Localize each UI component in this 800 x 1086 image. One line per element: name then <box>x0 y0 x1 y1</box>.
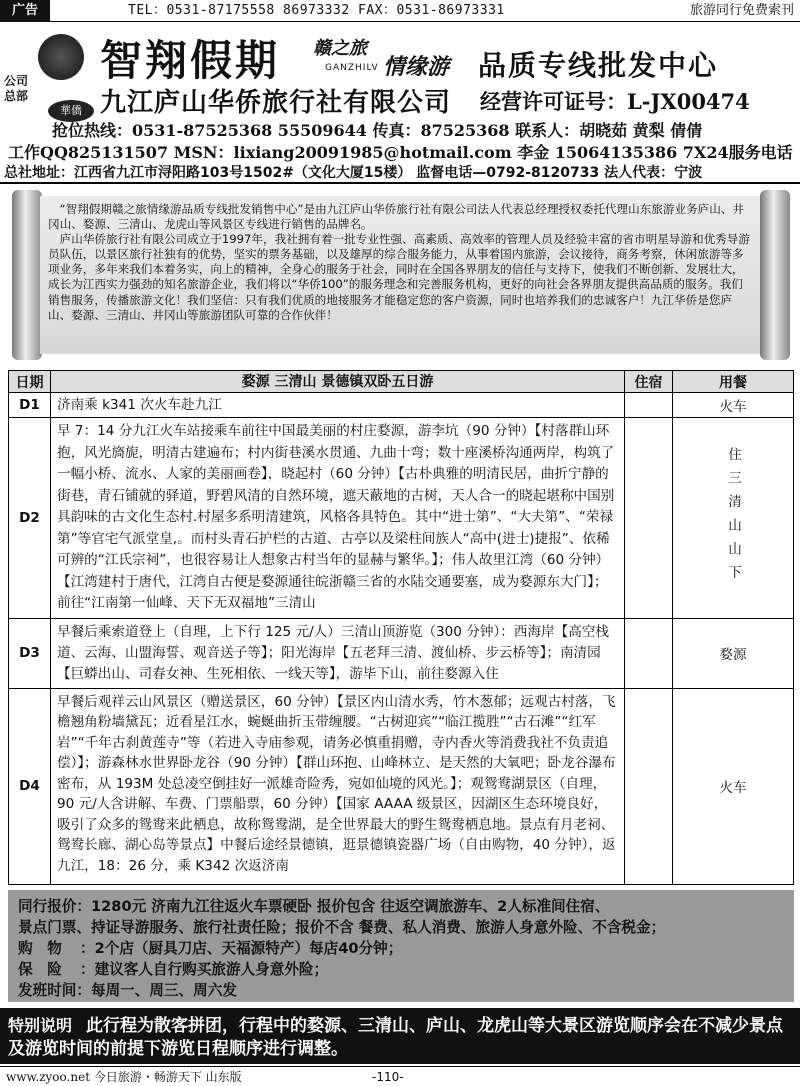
intro-paragraph: “智翔假期赣之旅情缘游品质专线批发销售中心”是由九江庐山华侨旅行社有限公司法人代表总经理授权委托代理山东旅游业务庐山、井冈山、婺源、三清山、龙虎山等风景区专线进行销售的品牌名。 <box>48 202 745 232</box>
ganzhilv-logo <box>305 28 465 84</box>
brand-title: 智翔假期 <box>100 36 281 85</box>
ganzhilv-text: 赣之旅 <box>313 38 367 59</box>
qingyuanyou-text: 情缘游 <box>383 55 450 80</box>
price-label: 同行报价： <box>18 898 91 915</box>
company-logo <box>38 34 84 80</box>
table-row <box>9 618 794 688</box>
contact-tel: TEL：0531-87175558 86973332 FAX：0531-86973331 <box>128 3 505 18</box>
header <box>0 22 800 182</box>
desc-cell: 早 7：14 分九江火车站接乘车前往中国最美丽的村庄婺源，游李坑（90 分钟）【村落群山环抱，风光旖旎，明清古建遍布；村内街巷溪水贯通、九曲十弯；数十座溪桥沟通两岸，构筑了一幅小桥、流水、人家的美丽画卷】，晓起村（60 分钟）【古朴典雅的明清民居，曲折宁静的街巷，青石铺就的驿道，野碧风清的自然环境，遮天蔽地的古树，天人合一的晓起堪称中国别具韵味的古文化生态村.村屋多系明清建筑，风格各具特色。其中“进士第”、“大夫第”、“荣禄第”等官宅气派堂皇,。而村头青石护栏的古道、古亭以及梁柱间族人“高中(进士)捷报”、依稀可辨的“江氏宗祠”，也很容易让人想象古村当年的显赫与繁华。】；伟人故里江湾（60 分钟）【江湾建村于唐代，江湾自古便是婺源通往皖浙赣三省的水陆交通要塞，成为婺源东大门】；前往“江南第一仙峰、天下无双福地”三清山 <box>51 418 625 619</box>
insurance-line <box>18 959 784 980</box>
insurance-text: ：建议客人自行购买旅游人身意外险； <box>80 961 329 978</box>
table-row <box>9 393 794 418</box>
table-header-row <box>9 371 794 393</box>
day-cell: D1 <box>9 393 51 418</box>
header-day: 日期 <box>9 371 51 393</box>
meal-cell: 火车 <box>673 688 794 884</box>
shopping-line <box>18 938 784 959</box>
price-line <box>18 896 784 917</box>
meal-cell: 火车 <box>673 393 794 418</box>
special-note <box>0 1008 800 1064</box>
price-text: 景点门票、持证导游服务、旅行社责任险；报价不含 餐费、私人消费、旅游人身意外险、不含税金； <box>18 919 666 936</box>
hotline: 抢位热线：0531-87525368 55509644 传真：87525368 联系人：胡晓茹 黄梨 倩倩 <box>52 121 703 140</box>
stay-cell <box>625 688 673 884</box>
meal-cell <box>673 418 794 619</box>
header-stay: 住宿 <box>625 371 673 393</box>
top-bar <box>0 0 800 22</box>
intro-text <box>40 196 760 354</box>
intro-scroll <box>8 190 794 360</box>
stay-cell <box>625 418 673 619</box>
table-row <box>9 418 794 619</box>
departure-text: 每周一、周三、周六发 <box>90 982 237 999</box>
company-name: 九江庐山华侨旅行社有限公司 <box>100 88 452 118</box>
slogan: 品质专线批发中心 <box>478 49 719 82</box>
itinerary-table <box>8 370 794 885</box>
divider <box>0 182 800 184</box>
shopping-label: 购 物 <box>18 940 62 957</box>
shopping-text: ：2个店（厨具刀店、天福源特产）每店40分钟； <box>80 940 403 957</box>
free-catalog-note: 旅游同行免费索刊 <box>689 3 794 18</box>
day-cell: D2 <box>9 418 51 619</box>
insurance-label: 保 险 <box>18 961 62 978</box>
day-cell: D4 <box>9 688 51 884</box>
license-number: 经营许可证号：L-JX00474 <box>480 89 750 114</box>
desc-cell: 早餐后观祥云山风景区（赠送景区，60 分钟）【景区内山清水秀，竹木葱郁；远观古村落，飞檐翘角粉墙黛瓦；近看星江水，蜿蜒曲折玉带缠腰。“古树迎宾”“临江揽胜”“古石滩”“红军岩”“千年古刹黄莲寺”等（若进入寺庙参观，请务必慎重捐赠，寺内香火等消费我社不负责追偿）】；游森林水世界卧龙谷（90 分钟）【群山环抱、山峰林立、是天然的大氧吧；卧龙谷瀑布密布，从 193M 处总凌空倒挂好一派雄奇险秀，宛如仙境的风光。】；观鸳鸯湖景区（自理，90 元/人含讲解、车费、门票船票，60 分钟）【国家 AAAA 级景区，因湖区生态环境良好，吸引了众多的鸳鸯来此栖息，故称鸳鸯湖，是全世界最大的野生鸳鸯栖息地。景点有月老祠、鸳鸯长廊、湖心岛等景点】中餐后途经景德镇，逛景德镇瓷器广场（自由购物，40 分钟），返九江，18：26 分，乘 K342 次返济南 <box>51 688 625 884</box>
header-route: 婺源 三清山 景德镇双卧五日游 <box>51 371 625 393</box>
special-label: 特别说明 <box>8 1016 73 1035</box>
scroll-roll-left <box>12 190 42 360</box>
intro-paragraph: 庐山华侨旅行社有限公司成立于1997年，我社拥有着一批专业性强、高素质、高效率的管理人员及经验丰富的省市明星导游和优秀导游员队伍，以景区旅行社独有的优势，坚实的票务基础，以及雄厚的综合服务能力，从事着国内旅游，会议接待，商务考察，休闲旅游等多项业务，多年来我们本着务实，向上的精神，全身心的服务于社会，同时在全国各界朋友的信任与支持下，使我们不断创新、发展壮大，成长为江西实力强劲的知名旅游企业，我们将以“华侨100”的服务理念和完善服务机构，更好的向社会各界朋友提供高品质的服务。我们销售服务，传播旅游文化！我们坚信：只有我们优质的地接服务才能稳定您的客户资源，同时也培养我们的忠诚客户！九江华侨是您庐山、婺源、三清山、井冈山等旅游团队可靠的合作伙伴！ <box>48 232 750 322</box>
price-line <box>18 917 784 938</box>
address: 总社地址：江西省九江市浔阳路103号1502#（文化大厦15楼） 监督电话—0792-8120733 法人代表：宁波 <box>4 165 703 181</box>
price-box <box>8 890 794 1002</box>
ganzhilv-pinyin: GANZHILV <box>325 63 379 73</box>
price-text: 1280元 济南九江往返火车票硬卧 报价包含 往返空调旅游车、2人标准间住宿、 <box>90 898 610 915</box>
scroll-roll-right <box>760 190 790 360</box>
page-number: -110- <box>372 1070 404 1084</box>
meal-cell: 婺源 <box>673 618 794 688</box>
desc-cell: 早餐后乘索道登上（自理，上下行 125 元/人）三清山顶游览（300 分钟）：西海岸【高空栈道、云海、山盟海誓、观音送子等】；阳光海岸【五老拜三清、渡仙桥、步云桥等】；南清园【巨蟒出山、司春女神、生死相依、一线天等】，游毕下山，前往婺源入住 <box>51 618 625 688</box>
meal-vertical: 住三清山山下 <box>725 446 741 589</box>
footer-site: www.zyoo.net 今日旅游・畅游天下 山东版 <box>6 1070 242 1084</box>
desc-cell: 济南乘 k341 次火车赴九江 <box>51 393 625 418</box>
day-cell: D3 <box>9 618 51 688</box>
hq-label: 公司总部 <box>4 74 29 103</box>
header-meal: 用餐 <box>673 371 794 393</box>
stay-cell <box>625 618 673 688</box>
departure-line <box>18 980 784 1001</box>
work-contacts: 工作QQ825131507 MSN：lixiang20091985@hotmail.com 李金 15064135386 7X24服务电话 <box>8 143 793 162</box>
huaqiao-logo: 華僑 <box>48 100 94 122</box>
footer <box>0 1066 800 1086</box>
special-text: 此行程为散客拼团，行程中的婺源、三清山、庐山、龙虎山等大景区游览顺序会在不减少景点及游览时间的前提下游览日程顺序进行调整。 <box>8 1016 784 1059</box>
stay-cell <box>625 393 673 418</box>
table-row <box>9 688 794 884</box>
departure-label: 发班时间： <box>18 982 91 999</box>
ad-tag: 广告 <box>0 0 50 22</box>
